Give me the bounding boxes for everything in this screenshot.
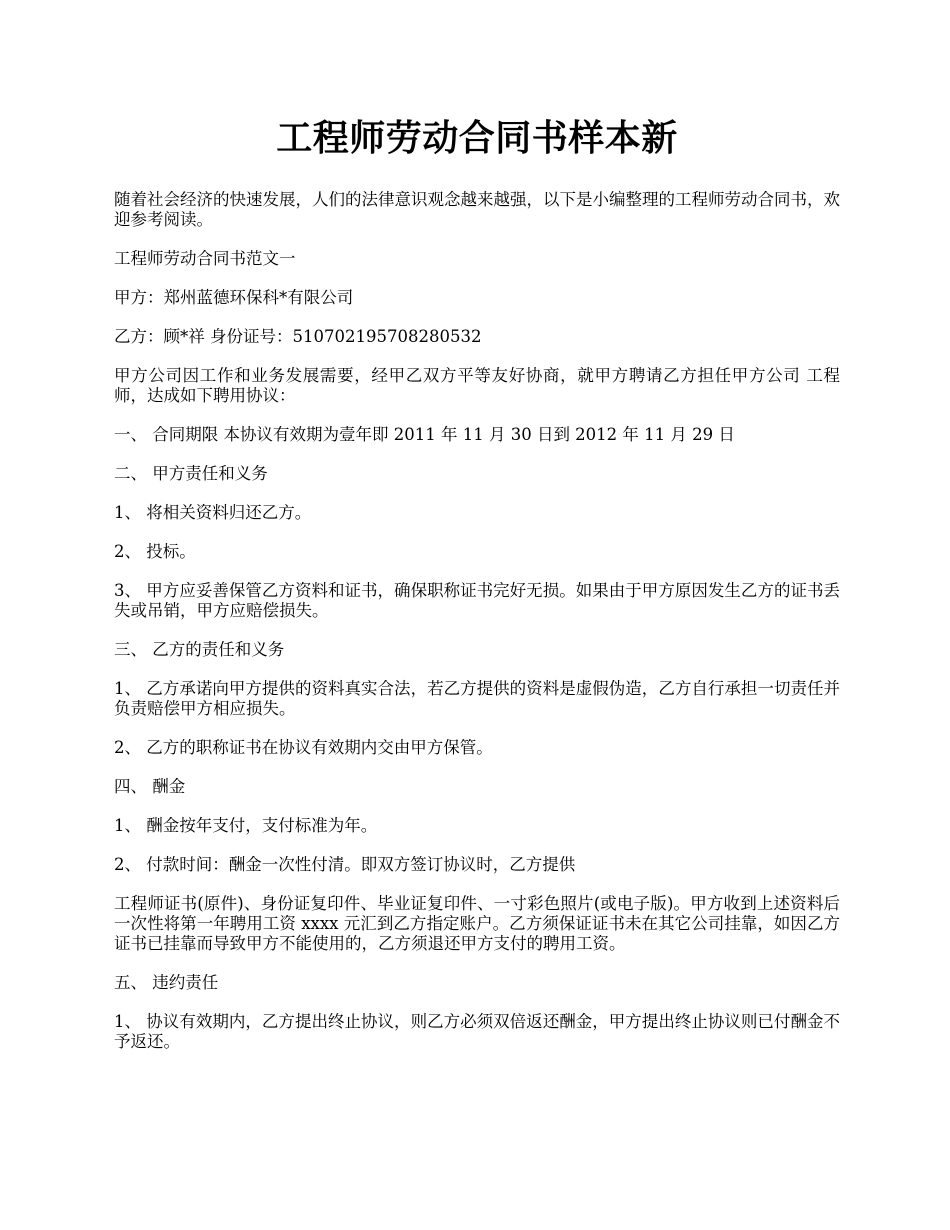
party-b: 乙方：顾*祥 身份证号：510702195708280532 [114,327,482,346]
section-remuneration: 四、 酬金 [114,777,186,796]
section-breach: 五、 违约责任 [114,973,219,992]
agreement-preamble: 甲方公司因工作和业务发展需要，经甲乙双方平等友好协商，就甲方聘请乙方担任甲方公司 工程师，达成如下聘用协议： [114,366,840,405]
party-a-duty-1: 1、 将相关资料归还乙方。 [114,503,312,522]
party-a-duty-2: 2、 投标。 [114,542,196,561]
party-a: 甲方：郑州蓝德环保科*有限公司 [114,288,354,307]
party-a-duty-3: 3、 甲方应妥善保管乙方资料和证书，确保职称证书完好无损。如果由于甲方原因发生乙方的证书丢失或吊销，甲方应赔偿损失。 [114,581,840,620]
document-page [114,112,840,1071]
remuneration-documents: 工程师证书(原件)、身份证复印件、毕业证复印件、一寸彩色照片(或电子版)。甲方收到上述资料后一次性将第一年聘用工资 xxxx 元汇到乙方指定账户。乙方须保证证书未在其它公司挂靠，如因乙方证书已挂靠而导致甲方不能使用的，乙方须退还甲方支付的聘用工资。 [114,894,840,953]
section-term: 一、 合同期限 本协议有效期为壹年即 2011 年 11 月 30 日到 2012 年 11 月 29 日 [114,425,735,444]
sample-heading: 工程师劳动合同书范文一 [114,249,296,268]
party-b-duty-2: 2、 乙方的职称证书在协议有效期内交由甲方保管。 [114,738,493,757]
section-party-b-duties: 三、 乙方的责任和义务 [114,640,285,659]
party-b-duty-1: 1、 乙方承诺向甲方提供的资料真实合法，若乙方提供的资料是虚假伪造，乙方自行承担一切责任并负责赔偿甲方相应损失。 [114,679,840,718]
remuneration-2: 2、 付款时间：酬金一次性付清。即双方签订协议时，乙方提供 [114,855,576,874]
breach-1: 1、 协议有效期内，乙方提出终止协议，则乙方必须双倍返还酬金，甲方提出终止协议则已付酬金不予返还。 [114,1012,840,1051]
remuneration-1: 1、 酬金按年支付，支付标准为年。 [114,816,378,835]
section-party-a-duties: 二、 甲方责任和义务 [114,464,268,483]
intro-paragraph: 随着社会经济的快速发展，人们的法律意识观念越来越强，以下是小编整理的工程师劳动合同书，欢迎参考阅读。 [114,190,840,229]
document-title: 工程师劳动合同书样本新 [276,117,678,159]
